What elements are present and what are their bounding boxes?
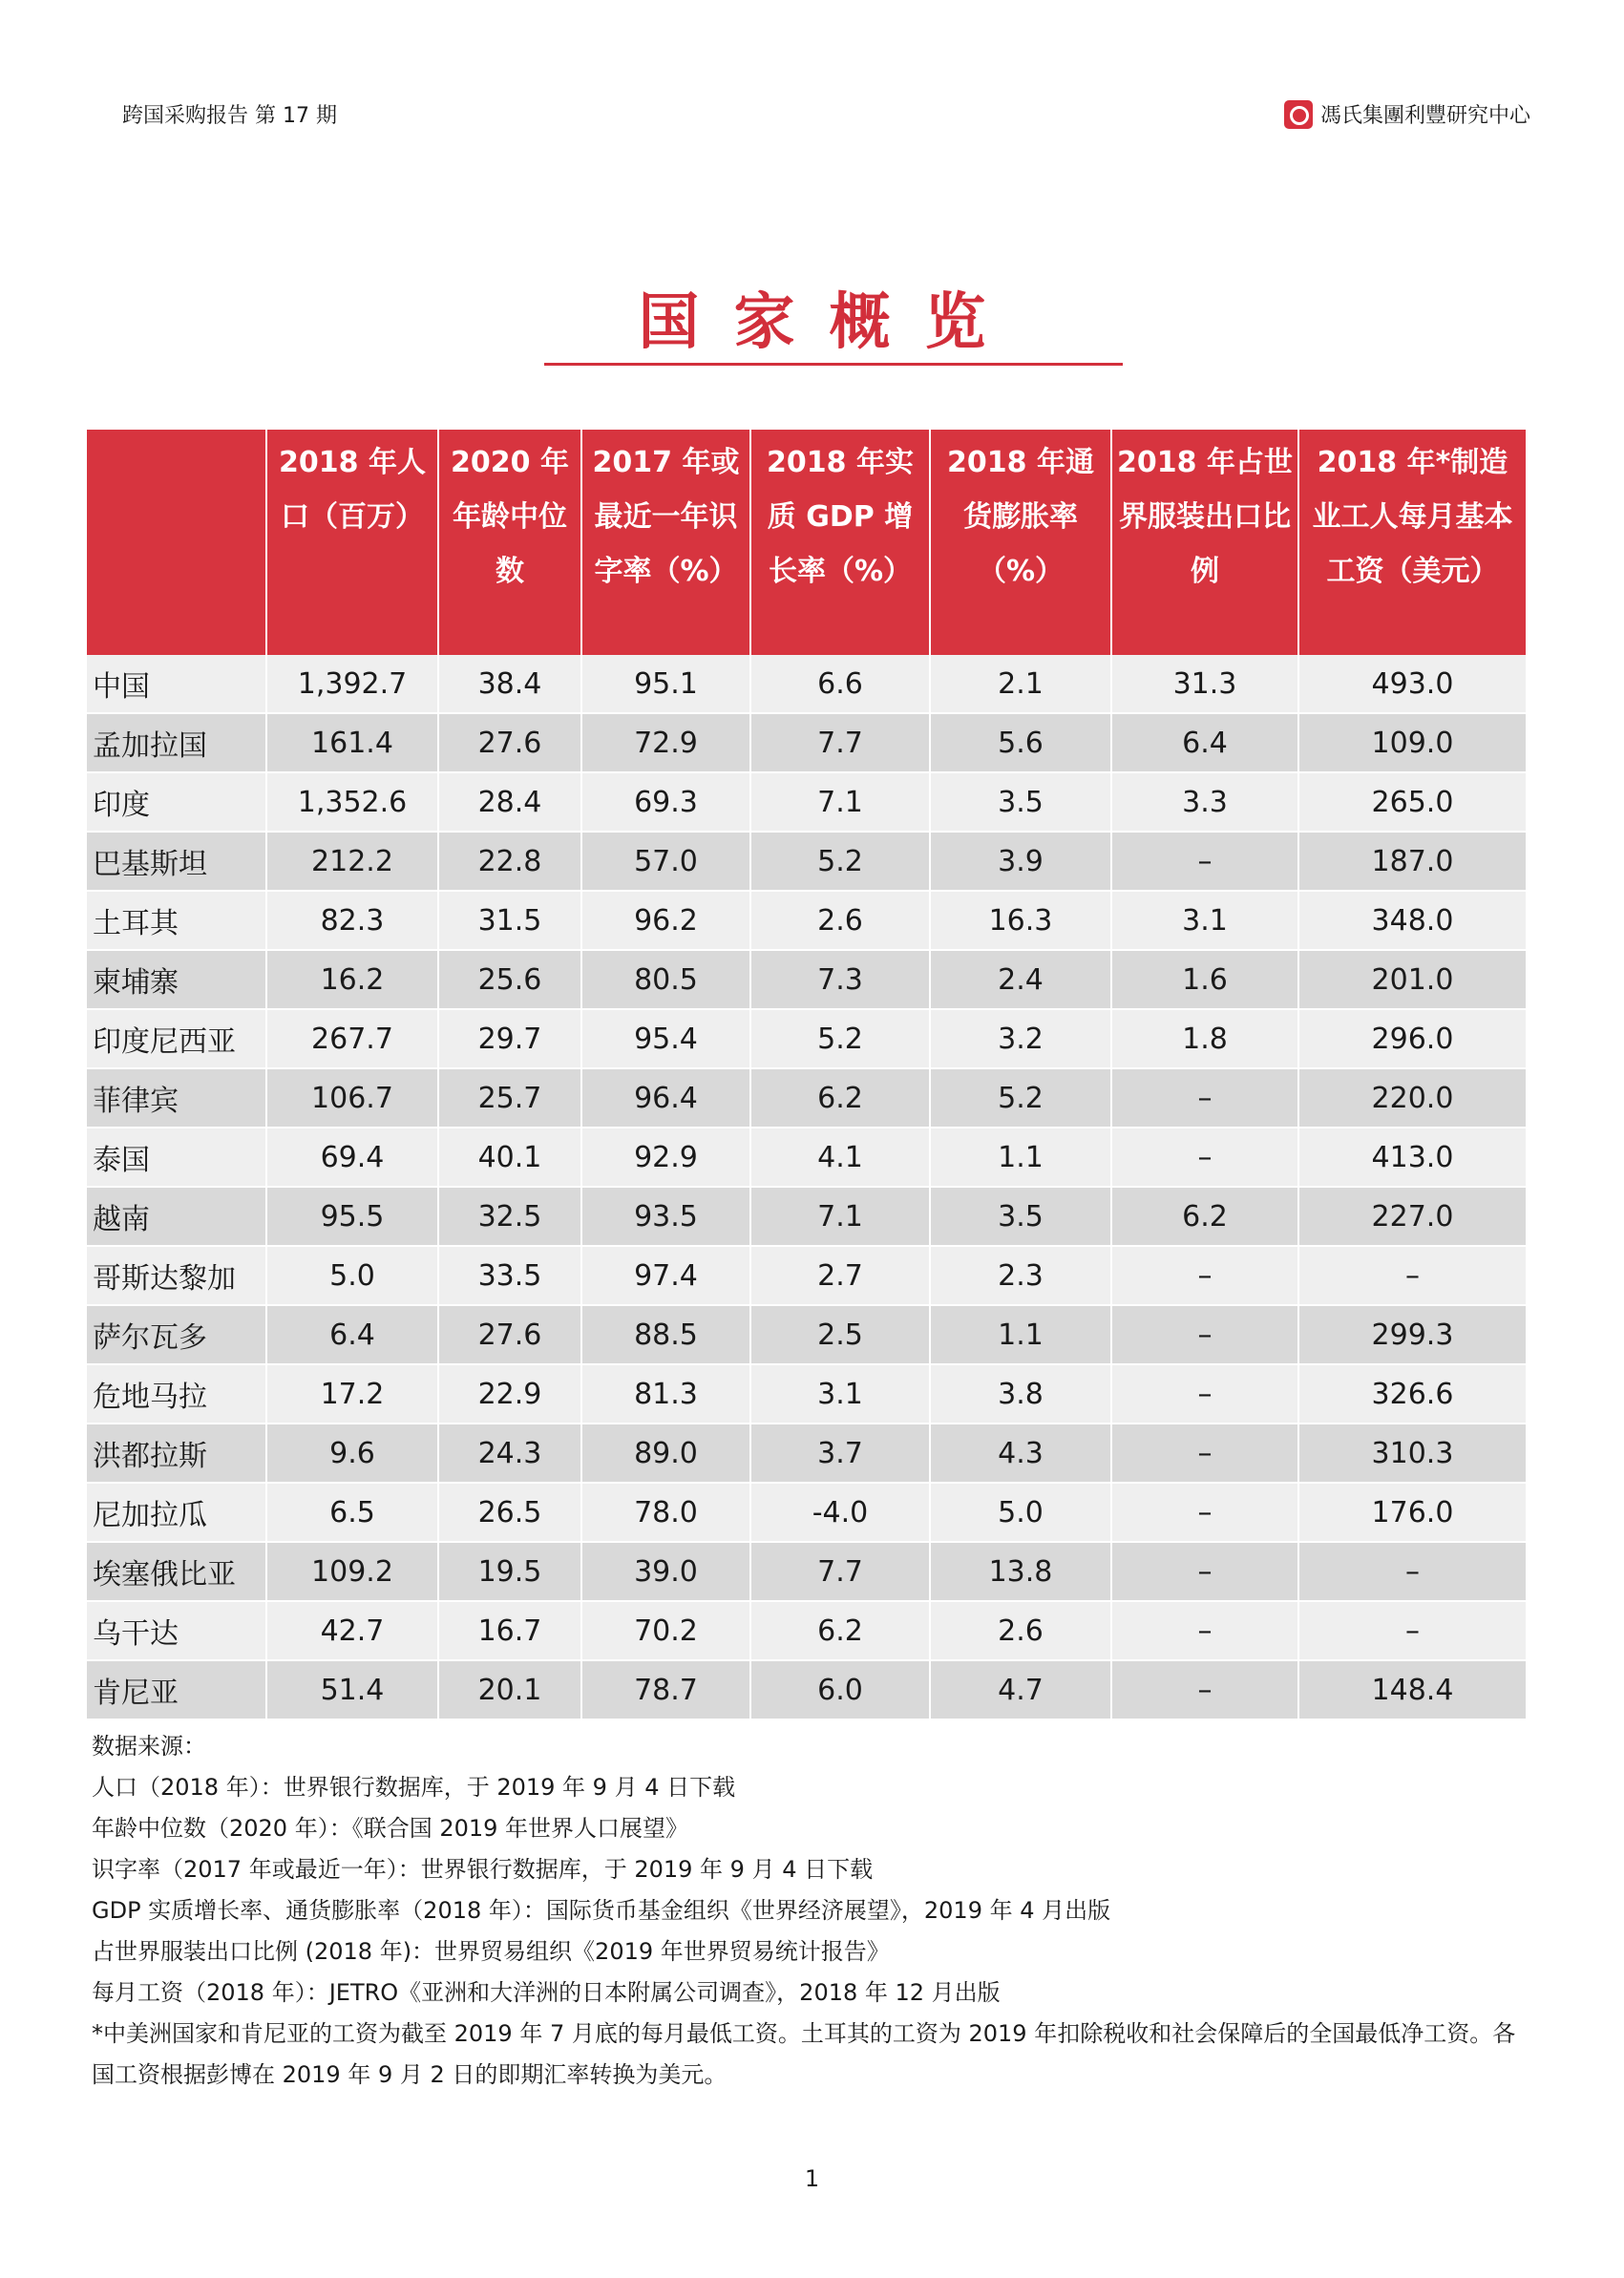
table-cell: 72.9	[581, 713, 750, 772]
table-cell: 69.4	[266, 1128, 438, 1187]
table-row	[87, 1187, 1526, 1246]
column-header: 2018 年实质 GDP 增长率（%）	[750, 430, 930, 655]
table-cell: 3.1	[750, 1364, 930, 1424]
table-cell: –	[1111, 1424, 1298, 1483]
table-cell: –	[1111, 1542, 1298, 1601]
table-cell: 5.2	[750, 832, 930, 891]
table-cell: 3.9	[930, 832, 1111, 891]
publisher-name: 馮氏集團利豐研究中心	[1319, 104, 1530, 128]
table-cell: 3.3	[1111, 772, 1298, 832]
table-cell: 16.7	[438, 1601, 581, 1660]
table-cell: 22.8	[438, 832, 581, 891]
table-cell: 227.0	[1298, 1187, 1526, 1246]
table-cell: 6.0	[750, 1660, 930, 1719]
table-cell: 96.2	[581, 891, 750, 950]
table-cell: 97.4	[581, 1246, 750, 1305]
table-cell: 3.8	[930, 1364, 1111, 1424]
table-cell: 2.1	[930, 655, 1111, 713]
table-cell: 109.0	[1298, 713, 1526, 772]
country-name-cell: 萨尔瓦多	[87, 1305, 266, 1364]
column-header: 2018 年占世界服装出口比例	[1111, 430, 1298, 655]
table-cell: 326.6	[1298, 1364, 1526, 1424]
table-cell: 7.3	[750, 950, 930, 1009]
table-cell: 39.0	[581, 1542, 750, 1601]
table-cell: 2.3	[930, 1246, 1111, 1305]
page-title: 国家概览	[638, 287, 1021, 358]
table-cell: 93.5	[581, 1187, 750, 1246]
table-row	[87, 1424, 1526, 1483]
table-cell: 2.6	[930, 1601, 1111, 1660]
table-row	[87, 891, 1526, 950]
country-name-cell: 孟加拉国	[87, 713, 266, 772]
table-cell: 1,392.7	[266, 655, 438, 713]
country-name-cell: 乌干达	[87, 1601, 266, 1660]
country-name-cell: 土耳其	[87, 891, 266, 950]
table-row	[87, 1009, 1526, 1068]
table-cell: –	[1298, 1542, 1526, 1601]
table-cell: 5.0	[266, 1246, 438, 1305]
table-cell: 2.4	[930, 950, 1111, 1009]
table-cell: 5.0	[930, 1483, 1111, 1542]
table-row	[87, 1128, 1526, 1187]
table-row	[87, 1483, 1526, 1542]
table-cell: 7.7	[750, 713, 930, 772]
table-cell: 38.4	[438, 655, 581, 713]
note-line: 占世界服装出口比例 (2018 年)：世界贸易组织《2019 年世界贸易统计报告》	[92, 1938, 890, 1965]
country-name-cell: 越南	[87, 1187, 266, 1246]
report-issue-label: 跨国采购报告 第 17 期	[122, 104, 337, 128]
table-cell: 2.6	[750, 891, 930, 950]
table-cell: –	[1111, 1305, 1298, 1364]
table-cell: 78.7	[581, 1660, 750, 1719]
table-cell: –	[1111, 1660, 1298, 1719]
column-header: 2017 年或最近一年识字率（%）	[581, 430, 750, 655]
table-cell: 95.4	[581, 1009, 750, 1068]
table-cell: -4.0	[750, 1483, 930, 1542]
table-cell: 7.1	[750, 772, 930, 832]
country-name-cell: 泰国	[87, 1128, 266, 1187]
table-cell: 16.2	[266, 950, 438, 1009]
table-cell: –	[1111, 1601, 1298, 1660]
table-row	[87, 713, 1526, 772]
table-cell: 220.0	[1298, 1068, 1526, 1128]
table-cell: 3.2	[930, 1009, 1111, 1068]
table-cell: 6.4	[266, 1305, 438, 1364]
country-name-cell: 柬埔寨	[87, 950, 266, 1009]
table-cell: 2.7	[750, 1246, 930, 1305]
country-name-cell: 肯尼亚	[87, 1660, 266, 1719]
table-cell: –	[1298, 1246, 1526, 1305]
table-cell: 13.8	[930, 1542, 1111, 1601]
table-cell: 7.7	[750, 1542, 930, 1601]
table-cell: 25.6	[438, 950, 581, 1009]
table-cell: 212.2	[266, 832, 438, 891]
table-cell: 89.0	[581, 1424, 750, 1483]
table-cell: 2.5	[750, 1305, 930, 1364]
publisher-logo-icon	[1284, 100, 1313, 129]
table-cell: 32.5	[438, 1187, 581, 1246]
table-row	[87, 950, 1526, 1009]
table-cell: 42.7	[266, 1601, 438, 1660]
table-row	[87, 655, 1526, 713]
table-cell: 26.5	[438, 1483, 581, 1542]
table-cell: 80.5	[581, 950, 750, 1009]
table-cell: 6.2	[1111, 1187, 1298, 1246]
table-cell: –	[1111, 1364, 1298, 1424]
table-cell: 4.3	[930, 1424, 1111, 1483]
table-cell: 106.7	[266, 1068, 438, 1128]
table-cell: –	[1298, 1601, 1526, 1660]
table-cell: 413.0	[1298, 1128, 1526, 1187]
table-cell: 3.5	[930, 1187, 1111, 1246]
country-name-cell: 洪都拉斯	[87, 1424, 266, 1483]
table-cell: 6.5	[266, 1483, 438, 1542]
table-cell: 51.4	[266, 1660, 438, 1719]
table-cell: 1.1	[930, 1305, 1111, 1364]
note-line: *中美洲国家和肯尼亚的工资为截至 2019 年 7 月底的每月最低工资。土耳其的工资为 2019 年扣除税收和社会保障后的全国最低净工资。各国工资根据彭博在 2019 年 9 月 2 日的即期汇率转换为美元。	[92, 2020, 1516, 2088]
column-header: 2018 年*制造业工人每月基本工资（美元）	[1298, 430, 1526, 655]
publisher	[1284, 99, 1530, 129]
column-header: 2018 年通货膨胀率（%）	[930, 430, 1111, 655]
table-body	[87, 655, 1526, 1719]
table-cell: 88.5	[581, 1305, 750, 1364]
table-cell: 3.7	[750, 1424, 930, 1483]
table-row	[87, 1601, 1526, 1660]
table-cell: 27.6	[438, 1305, 581, 1364]
table-cell: 16.3	[930, 891, 1111, 950]
table-cell: 4.1	[750, 1128, 930, 1187]
table-cell: 1.1	[930, 1128, 1111, 1187]
table-cell: 33.5	[438, 1246, 581, 1305]
table-cell: 1.8	[1111, 1009, 1298, 1068]
table-cell: 25.7	[438, 1068, 581, 1128]
table-cell: 96.4	[581, 1068, 750, 1128]
note-line: 人口（2018 年）：世界银行数据库，于 2019 年 9 月 4 日下载	[92, 1774, 736, 1801]
table-cell: 296.0	[1298, 1009, 1526, 1068]
table-cell: 17.2	[266, 1364, 438, 1424]
table-cell: 3.5	[930, 772, 1111, 832]
title-underline	[544, 363, 1123, 366]
table-cell: 92.9	[581, 1128, 750, 1187]
note-line: GDP 实质增长率、通货膨胀率（2018 年）：国际货币基金组织《世界经济展望》，2019 年 4 月出版	[92, 1897, 1111, 1924]
country-name-cell: 印度尼西亚	[87, 1009, 266, 1068]
table-cell: –	[1111, 1483, 1298, 1542]
table-cell: 95.5	[266, 1187, 438, 1246]
table-row	[87, 1305, 1526, 1364]
table-cell: 95.1	[581, 655, 750, 713]
country-name-cell: 巴基斯坦	[87, 832, 266, 891]
column-header: 2018 年人口（百万）	[266, 430, 438, 655]
table-cell: 348.0	[1298, 891, 1526, 950]
table-cell: 82.3	[266, 891, 438, 950]
table-cell: 27.6	[438, 713, 581, 772]
table-cell: 31.3	[1111, 655, 1298, 713]
table-cell: –	[1111, 1068, 1298, 1128]
table-row	[87, 832, 1526, 891]
page-number: 1	[804, 2165, 820, 2192]
country-name-cell: 哥斯达黎加	[87, 1246, 266, 1305]
table-cell: 78.0	[581, 1483, 750, 1542]
table-cell: 1,352.6	[266, 772, 438, 832]
column-header: 2020 年年龄中位数	[438, 430, 581, 655]
table-cell: –	[1111, 1246, 1298, 1305]
table-cell: 3.1	[1111, 891, 1298, 950]
table-cell: 69.3	[581, 772, 750, 832]
note-line: 每月工资（2018 年）：JETRO《亚洲和大洋洲的日本附属公司调查》，2018 年 12 月出版	[92, 1979, 1001, 2006]
table-cell: 40.1	[438, 1128, 581, 1187]
table-cell: 310.3	[1298, 1424, 1526, 1483]
table-cell: 5.6	[930, 713, 1111, 772]
table-cell: 24.3	[438, 1424, 581, 1483]
table-cell: 6.2	[750, 1068, 930, 1128]
table-cell: 9.6	[266, 1424, 438, 1483]
table-cell: 176.0	[1298, 1483, 1526, 1542]
table-cell: 148.4	[1298, 1660, 1526, 1719]
table-row	[87, 1542, 1526, 1601]
table-cell: 187.0	[1298, 832, 1526, 891]
table-cell: 57.0	[581, 832, 750, 891]
table-cell: 29.7	[438, 1009, 581, 1068]
column-header	[87, 430, 266, 655]
table-cell: 81.3	[581, 1364, 750, 1424]
country-name-cell: 菲律宾	[87, 1068, 266, 1128]
table-cell: 267.7	[266, 1009, 438, 1068]
table-cell: 1.6	[1111, 950, 1298, 1009]
table-header-row	[87, 430, 1526, 655]
table-row	[87, 1364, 1526, 1424]
table-cell: 31.5	[438, 891, 581, 950]
table-cell: 201.0	[1298, 950, 1526, 1009]
table-cell: 28.4	[438, 772, 581, 832]
table-cell: 265.0	[1298, 772, 1526, 832]
table-cell: 6.4	[1111, 713, 1298, 772]
country-name-cell: 印度	[87, 772, 266, 832]
note-line: 数据来源：	[92, 1733, 206, 1760]
note-line: 年龄中位数（2020 年）：《联合国 2019 年世界人口展望》	[92, 1815, 689, 1842]
table-row	[87, 1660, 1526, 1719]
table-cell: 4.7	[930, 1660, 1111, 1719]
table-cell: 6.2	[750, 1601, 930, 1660]
country-name-cell: 危地马拉	[87, 1364, 266, 1424]
table-cell: 70.2	[581, 1601, 750, 1660]
table-cell: 109.2	[266, 1542, 438, 1601]
table-row	[87, 772, 1526, 832]
country-name-cell: 埃塞俄比亚	[87, 1542, 266, 1601]
country-name-cell: 中国	[87, 655, 266, 713]
table-cell: 7.1	[750, 1187, 930, 1246]
table-cell: 19.5	[438, 1542, 581, 1601]
table-row	[87, 1246, 1526, 1305]
table-cell: –	[1111, 832, 1298, 891]
table-cell: 5.2	[930, 1068, 1111, 1128]
table-cell: 22.9	[438, 1364, 581, 1424]
data-sources-notes	[92, 1726, 1533, 2096]
country-name-cell: 尼加拉瓜	[87, 1483, 266, 1542]
table-cell: 20.1	[438, 1660, 581, 1719]
table-cell: 6.6	[750, 655, 930, 713]
table-row	[87, 1068, 1526, 1128]
table-cell: 5.2	[750, 1009, 930, 1068]
table-cell: –	[1111, 1128, 1298, 1187]
country-overview-table	[87, 430, 1526, 1720]
table-cell: 493.0	[1298, 655, 1526, 713]
table-cell: 299.3	[1298, 1305, 1526, 1364]
table-cell: 161.4	[266, 713, 438, 772]
note-line: 识字率（2017 年或最近一年）：世界银行数据库，于 2019 年 9 月 4 日下载	[92, 1856, 874, 1883]
